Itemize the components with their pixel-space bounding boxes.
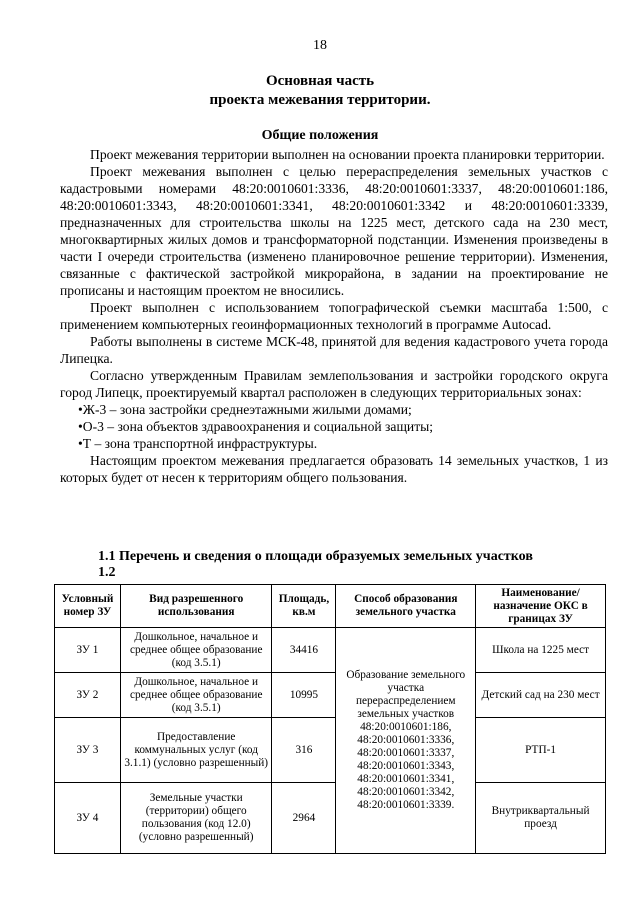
paragraph: Проект выполнен с использованием топографической съемки масштаба 1:500, с применением компьютерных геоинформационных технологий в программе Autocad. bbox=[60, 300, 608, 332]
area-cell: 2964 bbox=[272, 783, 336, 854]
oks-cell: Внутриквартальный проезд bbox=[476, 783, 606, 854]
table-row bbox=[55, 783, 606, 854]
body-text bbox=[60, 146, 608, 486]
land-plots-table bbox=[54, 584, 606, 854]
title-line-1: Основная часть bbox=[265, 73, 375, 89]
oks-cell: Школа на 1225 мест bbox=[476, 628, 606, 673]
header-cell: Условный номер ЗУ bbox=[55, 585, 121, 628]
use-cell: Дошкольное, начальное и среднее общее образование (код 3.5.1) bbox=[120, 673, 272, 718]
table-row bbox=[55, 673, 606, 718]
table-header-row bbox=[55, 585, 606, 628]
bullet-item: •О-3 – зона объектов здравоохранения и социальной защиты; bbox=[78, 419, 434, 434]
header-cell: Наименование/ назначение ОКС в границах ЗУ bbox=[476, 585, 606, 628]
plot-number-cell: ЗУ 4 bbox=[55, 783, 121, 854]
title-line-2: проекта межевания территории. bbox=[209, 92, 431, 108]
bullet-item: •Ж-3 – зона застройки среднеэтажными жилыми домами; bbox=[78, 402, 412, 417]
header-cell: Вид разрешенного использования bbox=[120, 585, 272, 628]
table-row bbox=[55, 628, 606, 673]
paragraph: Работы выполнены в системе МСК-48, принятой для ведения кадастрового учета города Липецка. bbox=[60, 334, 608, 366]
table-heading-line-1: 1.1 Перечень и сведения о площади образуемых земельных участков bbox=[98, 549, 533, 564]
plot-number-cell: ЗУ 3 bbox=[55, 718, 121, 783]
area-cell: 316 bbox=[272, 718, 336, 783]
table-heading bbox=[98, 549, 598, 581]
area-cell: 10995 bbox=[272, 673, 336, 718]
bullet-item: •Т – зона транспортной инфраструктуры. bbox=[78, 436, 318, 451]
paragraph: Проект межевания территории выполнен на основании проекта планировки территории. bbox=[90, 147, 605, 162]
area-cell: 34416 bbox=[272, 628, 336, 673]
use-cell: Земельные участки (территории) общего пользования (код 12.0) (условно разрешенный) bbox=[120, 783, 272, 854]
use-cell: Предоставление коммунальных услуг (код 3.1.1) (условно разрешенный) bbox=[120, 718, 272, 783]
paragraph: Согласно утвержденным Правилам землепользования и застройки городского округа город Липецк, проектируемый квартал расположен в следующих территориальных зонах: bbox=[60, 368, 608, 400]
header-cell: Способ образования земельного участка bbox=[336, 585, 476, 628]
table-heading-line-2: 1.2 bbox=[98, 565, 116, 580]
use-cell: Дошкольное, начальное и среднее общее образование (код 3.5.1) bbox=[120, 628, 272, 673]
oks-cell: Детский сад на 230 мест bbox=[476, 673, 606, 718]
header-cell: Площадь, кв.м bbox=[272, 585, 336, 628]
oks-cell: РТП-1 bbox=[476, 718, 606, 783]
paragraph: Настоящим проектом межевания предлагается образовать 14 земельных участков, 1 из которых будет от несен к территориям общего пользования. bbox=[60, 453, 608, 485]
method-cell: Образование земельного участка перераспределением земельных участков 48:20:0010601:186, 48:20:0010601:3336, 48:20:0010601:3337, 48:20:0010601:3343, 48:20:0010601:3341, 48:20:0010601:3342, 48:20:0010601:3339. bbox=[336, 628, 476, 854]
page-number: 18 bbox=[313, 38, 327, 53]
document-title bbox=[0, 72, 640, 110]
paragraph: Проект межевания выполнен с целью перераспределения земельных участков с кадастровыми номерами 48:20:0010601:3336, 48:20:0010601:3337, 48:20:0010601:186, 48:20:0010601:3343, 48:20:0010601:3341, 48:20:0010601:3342 и 48:20:0010601:3339, предназначенных для строительства школы на 1225 мест, детского сада на 230 мест, многоквартирных жилых домов и трансформаторной подстанции. Изменения произведены в части I очереди строительства (изменено планировочное решение территории). Изменения, связанные с фактической застройкой микрорайона, в задании на проектирование не прописаны и настоящим проектом не вносились. bbox=[60, 164, 608, 298]
table-row bbox=[55, 718, 606, 783]
section-subtitle: Общие положения bbox=[261, 128, 379, 143]
plot-number-cell: ЗУ 1 bbox=[55, 628, 121, 673]
plot-number-cell: ЗУ 2 bbox=[55, 673, 121, 718]
